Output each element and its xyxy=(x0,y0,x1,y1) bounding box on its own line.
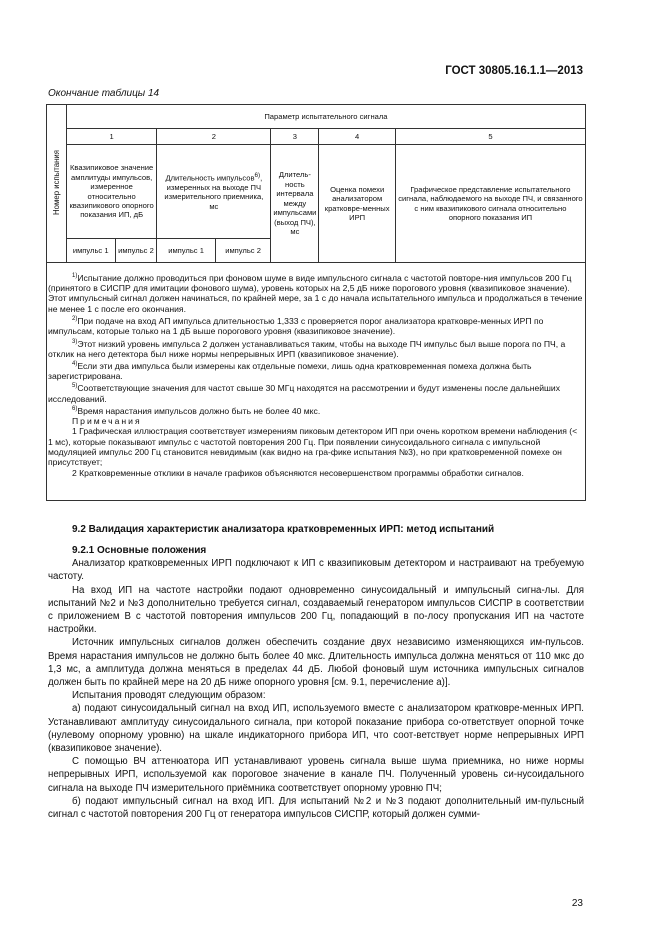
paragraph: Испытания проводят следующим образом: xyxy=(72,690,266,702)
section-heading: 9.2 Валидация характеристик анализатора кратковременных ИРП: метод испытаний xyxy=(72,524,495,535)
footnote-mark: 5) xyxy=(72,383,78,390)
paragraph: На вход ИП на частоте настройки подают одновременно синусоидальный и импульсный сигна-лы. Для испытаний №2 и №3 дополнительно требуется сигнал, создаваемый генератором импульсов СИСПР в соответствии с приложением В с частотой повторения импульсов 200 Гц, попадающий в по-лосу пропускания ИП на частоте настройки. xyxy=(48,584,584,636)
page-number: 23 xyxy=(571,898,583,909)
section-title xyxy=(48,523,584,536)
footnote-mark: 6) xyxy=(72,405,78,412)
col2-text: Длительность импульсов xyxy=(165,173,255,183)
col2-text-rest: , измеренных на выходе ПЧ измерительного приемника, мс xyxy=(164,173,264,211)
note-2: 2 Кратковременные отклики в начале графиков объясняются несовершенством программы обработки сигналов. xyxy=(72,467,524,478)
col2-header xyxy=(157,145,271,239)
notes-heading: Примечания xyxy=(72,416,142,427)
col1-header: Квазипиковое значение амплитуды импульсов, измеренное относительно квазипикового опорного показания ИП, дБ xyxy=(66,145,157,239)
footnote-mark: 3) xyxy=(72,338,78,345)
col-number: 5 xyxy=(395,129,585,145)
note-1: 1 Графическая иллюстрация соответствует измерениям пиковым детектором ИП при очень коротком времени наблюдения (< 1 мс), которые показывают импульс с частотой повторения 200 Гц. При появлении синусоидального сигнала с импульсной модуляцией импульс 200 Гц становится невидимым (как видно на гра-фике испытания №3), но при кратковременной помехе он присутствует; xyxy=(48,426,578,468)
paragraph: б) подают импульсный сигнал на вход ИП. Для испытаний №2 и №3 подают дополнительный им-пульсный сигнал с частотой повторения 200 Гц от генератора импульсов СИСПР, который должен сумми- xyxy=(48,795,584,821)
paragraph: С помощью ВЧ аттенюатора ИП устанавливают уровень сигнала выше шума приемника, но ниже нормы непрерывных ИРП, используемой как пороговое значение в канале ПЧ. Полученный уровень си-нусоидального сигнала на выходе ПЧ измерительного приёмника соответствует опорному уровню ПЧ; xyxy=(48,756,584,794)
paragraph: а) подают синусоидальный сигнал на вход ИП, используемого вместе с анализатором кратковре-менных ИРП. Устанавливают амплитуду синусоидального сигнала, при которой показание прибора со-ответствует опорной точке (нулевому опорному уровню) на шкале индикаторного прибора ИП, что соот-ветствует норме непрерывных ИРП (квазипиковое значение). xyxy=(48,703,584,755)
group-header: Параметр испытательного сигнала xyxy=(66,105,585,129)
sub-header: импульс 1 xyxy=(157,239,215,263)
table-caption: Окончание таблицы 14 xyxy=(48,88,160,99)
col-number: 3 xyxy=(271,129,319,145)
footnote-mark: 1) xyxy=(72,273,78,279)
col3-header: Длитель-ность интервала между импульсами (выход ПЧ), мс xyxy=(271,145,319,263)
col4-header: Оценка помехи анализатором кратковре-менных ИРП xyxy=(319,145,396,263)
footnote-4 xyxy=(48,359,584,381)
footnote-mark: 4) xyxy=(72,360,78,367)
footnote-5 xyxy=(48,381,584,403)
section-body xyxy=(48,544,584,821)
col-number: 4 xyxy=(319,129,396,145)
footnote-text: Этот низкий уровень импульса 2 должен устанавливаться таким, чтобы на выходе ПЧ импульс был выше порога по ПЧ, а отклик на него детектора был ниже нормы непрерывных ИРП (квазипиковое значение). xyxy=(48,338,566,359)
document-header: ГОСТ 30805.16.1.1—2013 xyxy=(445,65,583,77)
row-header: Номер испытания xyxy=(51,149,61,215)
sub-header: импульс 2 xyxy=(115,239,157,263)
col-number: 1 xyxy=(66,129,157,145)
subsection-heading: 9.2.1 Основные положения xyxy=(72,545,207,556)
footnote-2 xyxy=(48,314,584,336)
paragraph: Источник импульсных сигналов должен обеспечить создание двух независимо изменяющихся им-пульсов. Время нарастания импульсов не должно быть более 40 мкс. Длительность импульса должна меняться от 110 мкс до 1,3 мс, а амплитуда должна меняться в пределах 44 дБ. Любой фоновый шум источника импульсных сигналов должен быть по крайней мере на 20 дБ ниже опорного уровня [см. 9.1, перечисление а)]. xyxy=(48,637,584,689)
footnote-1 xyxy=(48,271,584,314)
footnote-3 xyxy=(48,337,584,359)
paragraph: Анализатор кратковременных ИРП подключают к ИП с квазипиковым детектором и настраивают на требуемую частоту. xyxy=(48,558,584,583)
col5-header: Графическое представление испытательного сигнала, наблюдаемого на выходе ПЧ, и связанного с ним квазипикового сигнала относительно опорного показания ИП xyxy=(395,145,585,263)
table-notes xyxy=(48,271,584,478)
col2-footnote-ref: 6) xyxy=(254,171,261,179)
sub-header: импульс 1 xyxy=(66,239,115,263)
row-header-cell xyxy=(47,105,67,263)
footnote-6 xyxy=(48,404,584,416)
sub-header: импульс 2 xyxy=(215,239,271,263)
footnote-text: Соответствующие значения для частот свыше 30 МГц находятся на рассмотрении и будут изменены после дальнейших исследований. xyxy=(48,383,561,404)
footnote-text: При подаче на вход АП импульса длительностью 1,333 с проверяется порог анализатора кратковре-менных ИРП по импульсам, которые только на 1 дБ выше порогового уровня (квазипиковое значение). xyxy=(48,315,544,337)
footnote-mark: 2) xyxy=(72,316,78,323)
col-number: 2 xyxy=(157,129,271,145)
footnote-text: Испытание должно проводиться при фоновом шуме в виде импульсного сигнала с частотой повторе-ния импульсов 200 Гц (принятого в СИСПР для имитации фонового шума), уровень которых на 2,5 дБ ниже порогового уровня (квазипиковое значение). Этот импульсный сигнал должен начинаться, по крайней мере, за 1 с до начала испытательного импульса и продолжаться в течение не менее 1 с после его окончания. xyxy=(48,272,583,314)
footnote-text: Если эти два импульса были измерены как отдельные помехи, лишь одна кратковременная помеха должна быть зарегистрирована. xyxy=(48,360,532,382)
footnote-text: Время нарастания импульсов должно быть не более 40 мкс. xyxy=(77,405,321,416)
